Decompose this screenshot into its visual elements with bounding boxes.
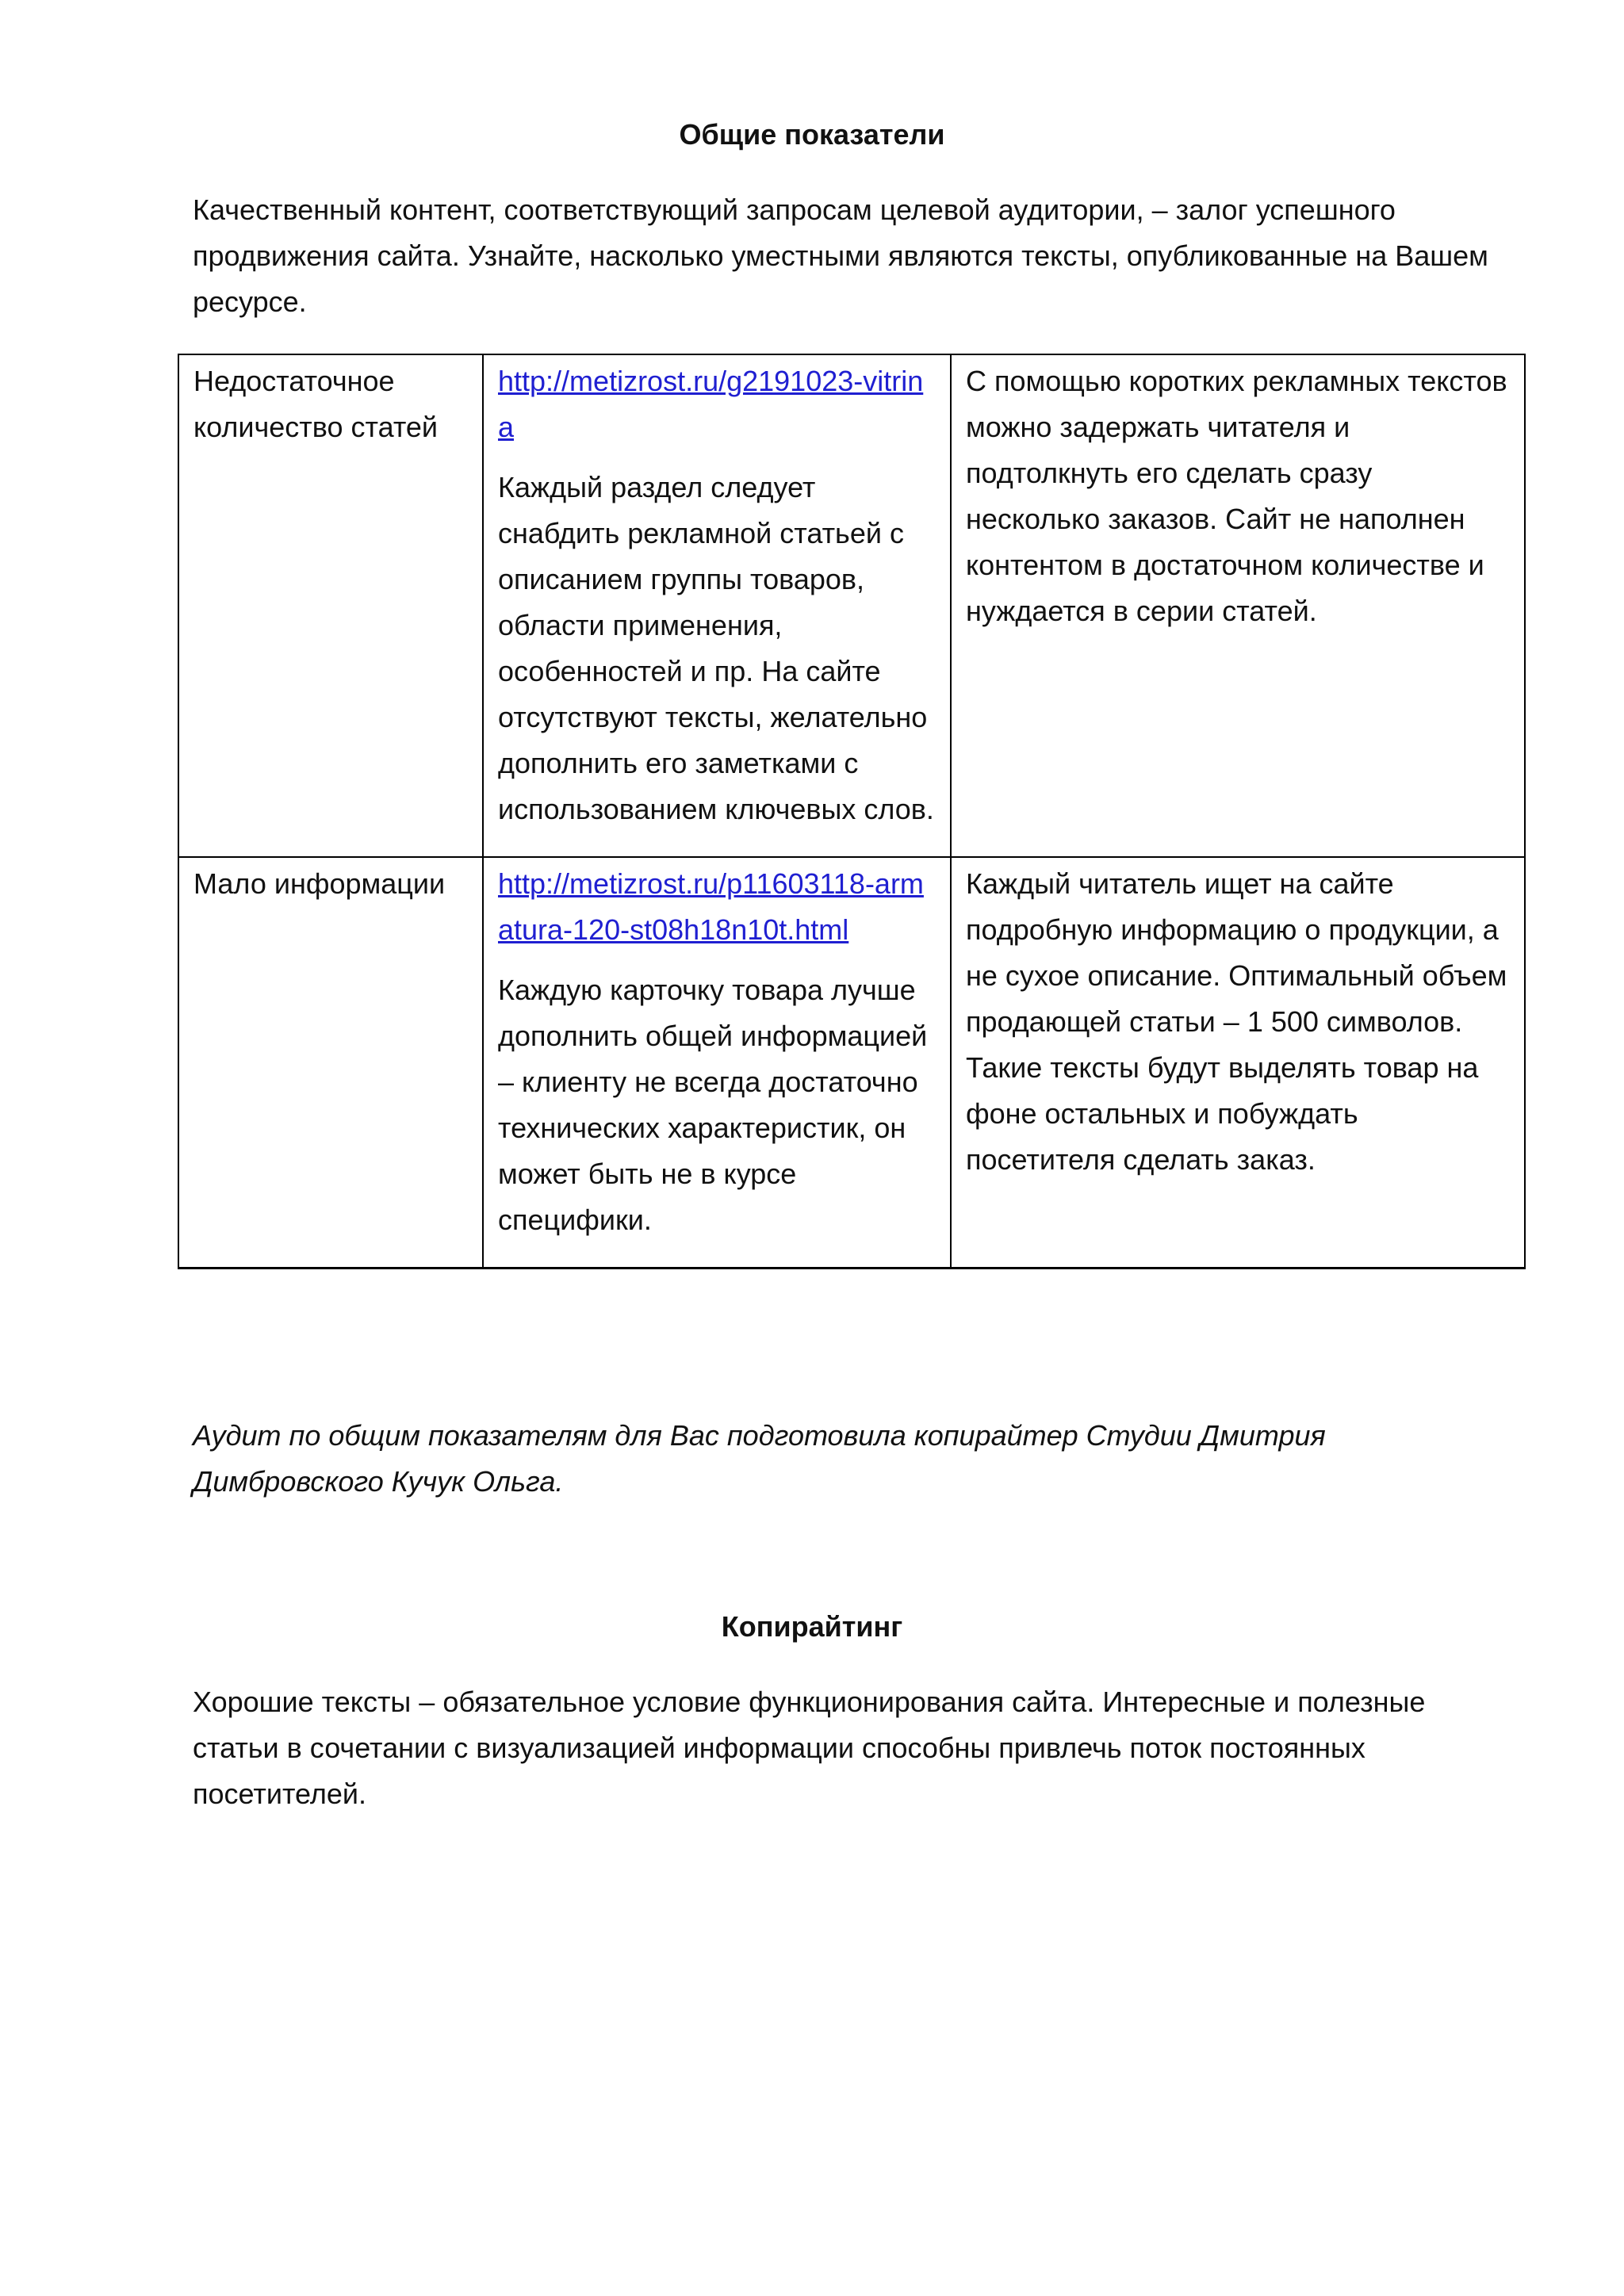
explanation-cell	[951, 857, 1525, 1269]
issue-cell	[178, 354, 483, 857]
issue-cell	[178, 857, 483, 1269]
page-link[interactable]: http://metizrost.ru/p11603118-armatura-120-st08h18n10t.html	[498, 867, 924, 946]
section-intro-copywriting: Хорошие тексты – обязательное условие функционирования сайта. Интересные и полезные статьи в сочетании с визуализацией информации способны привлечь поток постоянных посетителей.	[193, 1686, 1426, 1810]
section-title-copywriting: Копирайтинг	[721, 1610, 903, 1643]
issue-text: Недостаточное количество статей	[193, 365, 439, 443]
explanation-text: С помощью коротких рекламных текстов можно задержать читателя и подтолкнуть его сделать сразу несколько заказов. Сайт не наполнен контентом в достаточном количестве и нуждается в серии статей.	[966, 365, 1507, 627]
table-row	[178, 354, 1525, 857]
audit-table	[178, 354, 1526, 1269]
recommendation-text: Каждую карточку товара лучше дополнить общей информацией – клиенту не всегда достаточно технических характеристик, он может быть не в курсе специфики.	[498, 974, 928, 1236]
page-link[interactable]: http://metizrost.ru/g2191023-vitrina	[498, 365, 924, 443]
section-title-general: Общие показатели	[679, 118, 945, 151]
issue-text: Мало информации	[193, 867, 446, 900]
details-cell	[483, 857, 951, 1269]
details-cell	[483, 354, 951, 857]
table-row	[178, 857, 1525, 1269]
audit-credit: Аудит по общим показателям для Вас подготовила копирайтер Студии Дмитрия Димбровского Кучук Ольга.	[193, 1419, 1326, 1498]
explanation-text: Каждый читатель ищет на сайте подробную информацию о продукции, а не сухое описание. Оптимальный объем продающей статьи – 1 500 символов. Такие тексты будут выделять товар на фоне остальных и побуждать посетителя сделать заказ.	[966, 867, 1507, 1176]
explanation-cell	[951, 354, 1525, 857]
recommendation-text: Каждый раздел следует снабдить рекламной статьей с описанием группы товаров, области применения, особенностей и пр. На сайте отсутствуют тексты, желательно дополнить его заметками с использованием ключевых слов.	[498, 471, 934, 825]
section-intro-general: Качественный контент, соответствующий запросам целевой аудитории, – залог успешного продвижения сайта. Узнайте, насколько уместными являются тексты, опубликованные на Вашем ресурсе.	[193, 193, 1488, 318]
